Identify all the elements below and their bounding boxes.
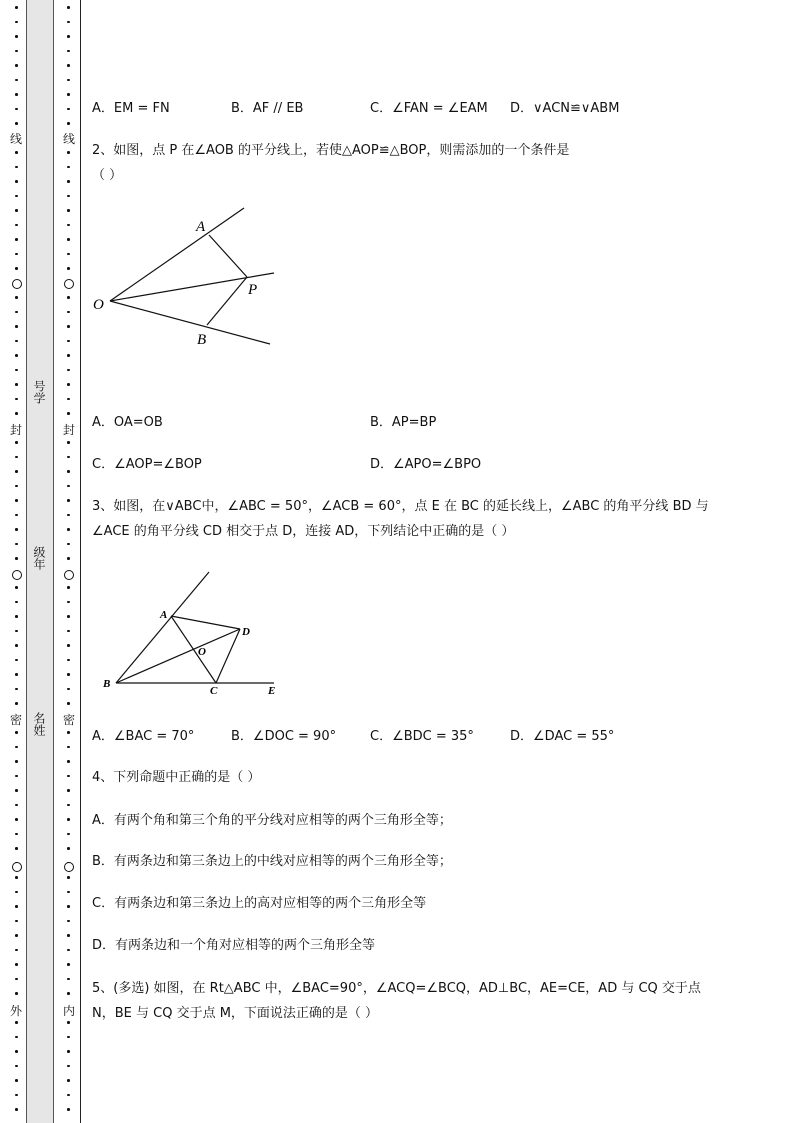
binding-dot [15,514,18,517]
label-b: B [103,678,111,690]
binding-dot [67,1050,70,1053]
binding-dot [67,79,70,82]
binding-dot [15,818,18,821]
q1-option-d: D．∨ACN≌∨ABM [510,101,620,116]
binding-dot [15,1065,18,1068]
segment-ad [171,616,240,629]
binding-dot [15,992,18,995]
binding-dot [15,35,18,38]
binding-dot [15,1094,18,1097]
binding-dot [67,775,70,778]
binding-dot [15,659,18,662]
binding-hole-circle [64,279,74,289]
binding-dot [15,920,18,923]
binding-dot [67,180,70,183]
binding-dot [15,412,18,415]
binding-dot [67,760,70,763]
binding-dot [67,543,70,546]
binding-dot [15,615,18,618]
segment-bd [116,629,240,683]
q1-option-b: B．AF // EB [231,101,304,116]
label-d: D [242,626,250,638]
q2-option-a: A．OA=OB [92,415,163,430]
segment-bp [207,277,247,325]
binding-dot [67,6,70,9]
binding-dot [67,528,70,531]
binding-dot [67,195,70,198]
binding-dot [67,615,70,618]
binding-dot [67,35,70,38]
binding-dot [67,499,70,502]
label-o: O [198,646,206,658]
binding-dot [67,789,70,792]
binding-hole-circle [64,570,74,580]
binding-dot [15,50,18,53]
binding-dot [67,746,70,749]
binding-dot [67,1021,70,1024]
label-o: O [93,297,104,313]
binding-dot [67,688,70,691]
q5-stem-line2: N，BE 与 CQ 交于点 M，下面说法正确的是（ ） [92,1006,379,1021]
q3-figure [98,565,288,700]
q2-figure [88,200,288,355]
binding-dot [67,601,70,604]
binding-dot [67,50,70,53]
binding-dot [67,978,70,981]
binding-dot [15,557,18,560]
binding-dot [67,253,70,256]
binding-margin [0,0,82,1123]
label-b: B [197,332,207,348]
binding-dot [15,630,18,633]
ray-ob [110,301,270,344]
binding-dot [15,456,18,459]
binding-dot [15,963,18,966]
ray-oa [110,208,244,301]
binding-dot [67,267,70,270]
field-student-number: 号学 [32,380,46,404]
binding-dot [15,833,18,836]
binding-dot [15,731,18,734]
binding-dot [15,876,18,879]
binding-dot [15,64,18,67]
inner-label-mi: 密 [62,713,75,727]
binding-dot [67,833,70,836]
binding-dot [67,847,70,850]
binding-dot [67,949,70,952]
binding-dot [15,79,18,82]
q4-option-c: C．有两条边和第三条边上的高对应相等的两个三角形全等 [92,896,427,911]
binding-dot [67,1108,70,1111]
binding-dot [67,731,70,734]
binding-dot [67,992,70,995]
binding-dot [15,905,18,908]
binding-dot [67,557,70,560]
q2-option-c: C．∠AOP=∠BOP [92,457,202,472]
label-a: A [196,219,206,235]
binding-dot [67,891,70,894]
q4-option-a: A．有两个角和第三个角的平分线对应相等的两个三角形全等； [92,813,452,828]
binding-dot [15,470,18,473]
binding-dot [15,195,18,198]
binding-dot [67,1036,70,1039]
q2-answer-blank: （ ） [92,168,123,183]
binding-dot [15,891,18,894]
q3-option-c: C．∠BDC = 35° [370,729,474,744]
binding-dot [15,340,18,343]
margin-rule [80,0,81,1123]
binding-dot [15,296,18,299]
binding-dot [67,644,70,647]
binding-hole-circle [12,570,22,580]
binding-hole-circle [64,862,74,872]
binding-dot [15,1036,18,1039]
binding-dot [67,398,70,401]
binding-dot [15,108,18,111]
binding-dot [15,209,18,212]
binding-dot [15,122,18,125]
segment-ap [209,235,247,277]
binding-dot [15,760,18,763]
binding-dot [15,1079,18,1082]
binding-dot [67,586,70,589]
binding-dot [67,151,70,154]
binding-dot [67,1065,70,1068]
q3-stem-line1: 3、如图，在∨ABC中，∠ABC = 50°，∠ACB = 60°，点 E 在 BC 的延长线上，∠ABC 的角平分线 BD 与 [92,499,709,514]
q4-option-b: B．有两条边和第三条边上的中线对应相等的两个三角形全等； [92,854,452,869]
binding-dot [15,789,18,792]
binding-dot [15,543,18,546]
binding-dot [15,166,18,169]
binding-dot [15,383,18,386]
binding-dot [67,1079,70,1082]
label-c: C [210,685,218,697]
binding-dot [67,441,70,444]
field-grade: 级年 [32,546,46,570]
q3-option-a: A．∠BAC = 70° [92,729,195,744]
q2-stem: 2、如图，点 P 在∠AOB 的平分线上，若使△AOP≌△BOP，则需添加的一个条件是 [92,143,570,158]
label-a: A [160,609,168,621]
q1-option-a: A．EM = FN [92,101,170,116]
q3-option-d: D．∠DAC = 55° [510,729,615,744]
label-p: P [248,282,258,298]
binding-dot [15,369,18,372]
binding-hole-circle [12,862,22,872]
q2-option-d: D．∠APO=∠BPO [370,457,482,472]
q2-option-b: B．AP=BP [370,415,437,430]
binding-dot [67,122,70,125]
binding-dot [15,441,18,444]
label-e: E [268,685,276,697]
segment-cd [216,629,240,683]
binding-dot [15,673,18,676]
binding-dot [15,267,18,270]
binding-dot [67,905,70,908]
binding-dot [67,325,70,328]
binding-dot [15,1021,18,1024]
binding-dot [67,456,70,459]
binding-dot [67,93,70,96]
binding-dot [67,311,70,314]
q3-option-b: B．∠DOC = 90° [231,729,337,744]
binding-dot [67,108,70,111]
binding-dot [67,485,70,488]
field-name: 名姓 [32,712,46,736]
binding-dot [15,93,18,96]
binding-dot [15,238,18,241]
binding-dot [15,224,18,227]
binding-dot [15,847,18,850]
binding-dot [67,412,70,415]
binding-dot [67,630,70,633]
binding-dot [15,949,18,952]
binding-dot [67,340,70,343]
q4-option-d: D．有两条边和一个角对应相等的两个三角形全等 [92,938,376,953]
binding-dot [67,659,70,662]
binding-dot [15,485,18,488]
binding-dot [15,934,18,937]
binding-dot [67,876,70,879]
binding-dot [67,166,70,169]
binding-dot [15,601,18,604]
binding-dot [67,514,70,517]
binding-dot [67,296,70,299]
binding-dot [15,21,18,24]
q1-option-c: C．∠FAN = ∠EAM [370,101,488,116]
binding-dot [67,21,70,24]
binding-dot [15,978,18,981]
binding-dot [67,702,70,705]
binding-dot [15,499,18,502]
binding-hole-circle [12,279,22,289]
binding-dot [15,253,18,256]
binding-dot [15,586,18,589]
binding-dot [15,398,18,401]
binding-dot [67,238,70,241]
binding-dot [67,920,70,923]
line-ba-extended [116,572,209,683]
binding-dot [15,311,18,314]
binding-dot [67,224,70,227]
binding-dot [67,64,70,67]
inner-label-nei: 内 [62,1004,75,1018]
binding-dot [67,354,70,357]
binding-dot [15,688,18,691]
binding-dot [15,746,18,749]
binding-dot [67,470,70,473]
binding-dot [15,180,18,183]
binding-dot [15,804,18,807]
q4-stem: 4、下列命题中正确的是（ ） [92,770,261,785]
binding-dot [15,1108,18,1111]
q5-stem-line1: 5、(多选) 如图，在 Rt△ABC 中，∠BAC=90°，∠ACQ=∠BCQ，AD⊥BC，AE=CE，AD 与 CQ 交于点 [92,981,701,996]
outer-label-feng: 封 [9,423,22,437]
binding-dot [15,151,18,154]
inner-label-feng: 封 [62,423,75,437]
binding-dot [67,818,70,821]
binding-dot [67,804,70,807]
binding-dot [67,1094,70,1097]
binding-dot [15,354,18,357]
outer-label-xian: 线 [9,132,22,146]
binding-dot [15,528,18,531]
binding-dot [67,369,70,372]
binding-dot [15,644,18,647]
outer-label-mi: 密 [9,713,22,727]
outer-label-wai: 外 [9,1004,22,1018]
binding-dot [67,963,70,966]
binding-dot [67,383,70,386]
binding-dot [15,1050,18,1053]
binding-dot [15,325,18,328]
binding-dot [67,673,70,676]
binding-dot [15,775,18,778]
binding-dot [67,209,70,212]
binding-dot [15,6,18,9]
binding-dot [67,934,70,937]
binding-dot [15,702,18,705]
q3-stem-line2: ∠ACE 的角平分线 CD 相交于点 D，连接 AD，下列结论中正确的是（ ） [92,524,515,539]
inner-label-xian: 线 [62,132,75,146]
